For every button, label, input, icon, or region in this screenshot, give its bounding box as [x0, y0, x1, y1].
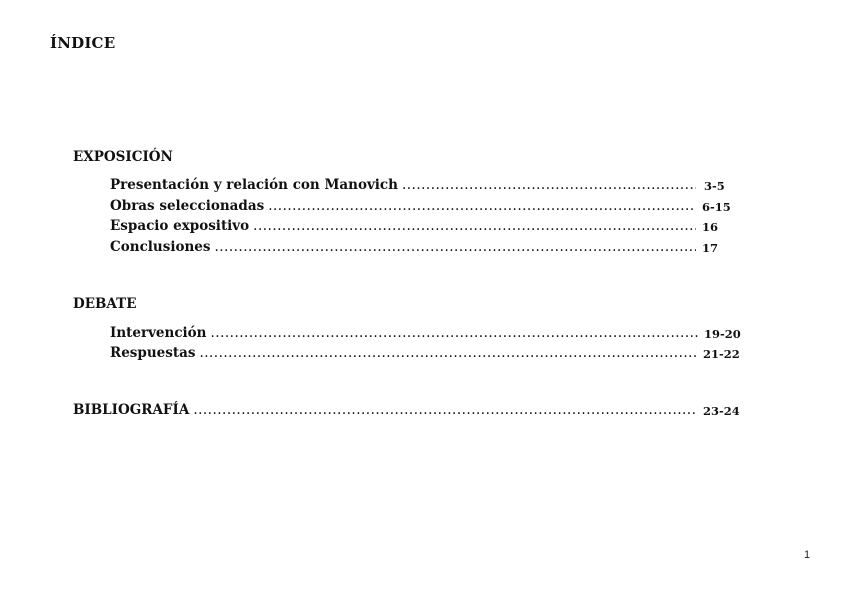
toc-entry-presentacion — [110, 177, 700, 193]
toc-leader-dots — [253, 218, 696, 234]
toc-entry-conclusiones — [110, 239, 700, 255]
section-heading-exposicion: EXPOSICIÓN — [73, 149, 173, 165]
toc-entry-espacio — [110, 218, 700, 234]
toc-entry-obras — [110, 198, 700, 214]
toc-leader-dots — [210, 325, 698, 341]
toc-entry-pages: 17 — [702, 241, 719, 255]
toc-entry-bibliografia — [73, 402, 700, 418]
toc-entry-pages: 16 — [702, 220, 719, 234]
toc-entry-label: BIBLIOGRAFÍA — [73, 402, 190, 418]
page-number: 1 — [804, 549, 811, 561]
toc-entry-label: Espacio expositivo — [110, 218, 250, 234]
toc-leader-dots — [199, 345, 696, 361]
toc-entry-label: Obras seleccionadas — [110, 198, 265, 214]
toc-leader-dots — [214, 239, 696, 255]
section-heading-debate: DEBATE — [73, 296, 137, 312]
toc-entry-pages: 3-5 — [704, 179, 725, 193]
toc-leader-dots — [193, 402, 696, 418]
toc-entry-label: Respuestas — [110, 345, 196, 361]
toc-entry-intervencion — [110, 325, 702, 341]
toc-entry-pages: 6-15 — [702, 200, 731, 214]
toc-leader-dots — [402, 177, 696, 193]
toc-entry-label: Conclusiones — [110, 239, 211, 255]
toc-entry-label: Presentación y relación con Manovich — [110, 177, 398, 193]
toc-entry-label: Intervención — [110, 325, 207, 341]
toc-entry-pages: 23-24 — [703, 404, 740, 418]
page-title: ÍNDICE — [50, 34, 116, 52]
toc-entry-pages: 19-20 — [704, 327, 741, 341]
toc-leader-dots — [268, 198, 696, 214]
toc-entry-pages: 21-22 — [703, 347, 740, 361]
toc-entry-respuestas — [110, 345, 700, 361]
